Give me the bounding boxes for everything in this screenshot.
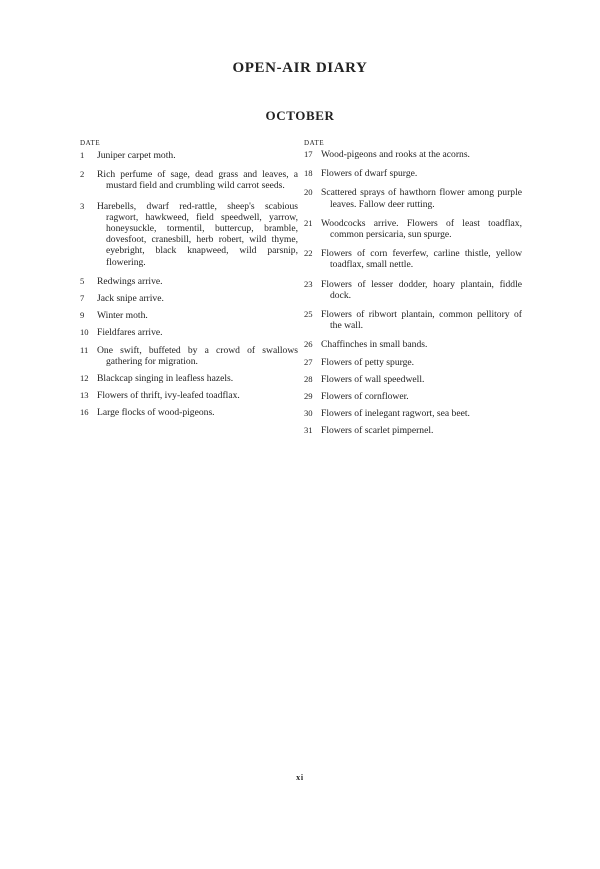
diary-entry <box>304 374 522 385</box>
diary-entry <box>80 345 298 367</box>
entry-text: Flowers of dwarf spurge. <box>321 168 418 180</box>
entry-day: 29 <box>304 391 313 402</box>
entry-day: 20 <box>304 187 313 198</box>
date-header-right: DATE <box>304 139 325 147</box>
entry-day: 16 <box>80 407 89 418</box>
page-title: OPEN-AIR DIARY <box>232 60 368 76</box>
diary-entry <box>304 279 522 301</box>
entry-text: Flowers of wall speedwell. <box>321 373 425 385</box>
diary-entry <box>304 218 522 240</box>
entry-day: 10 <box>80 327 89 338</box>
entry-day: 26 <box>304 339 313 350</box>
diary-entry <box>80 276 298 287</box>
diary-entry <box>304 248 522 270</box>
entry-text: Flowers of inelegant ragwort, sea beet. <box>321 408 470 420</box>
entry-text: Flowers of cornflower. <box>321 391 409 403</box>
diary-entry <box>304 187 522 209</box>
diary-entry <box>80 293 298 304</box>
diary-entry <box>80 310 298 321</box>
diary-entry <box>80 327 298 338</box>
entry-day: 2 <box>80 169 85 180</box>
diary-entry <box>80 407 298 418</box>
diary-entry <box>304 149 522 160</box>
entry-day: 27 <box>304 356 313 367</box>
entry-text: Juniper carpet moth. <box>97 150 176 161</box>
entry-text: One swift, buffeted by a crowd of swallows gathering for migration. <box>97 344 298 367</box>
diary-entry <box>80 373 298 384</box>
diary-entry <box>304 168 522 179</box>
entry-text: Blackcap singing in leafless hazels. <box>97 373 234 385</box>
entry-day: 11 <box>80 344 89 355</box>
entry-day: 31 <box>304 425 313 436</box>
diary-entry <box>304 357 522 368</box>
entry-day: 1 <box>80 150 85 160</box>
entry-text: Harebells, dwarf red-rattle, sheep's scabious ragwort, hawkweed, field speedwell, yarrow, honeysuckle, tormentil, buttercup, bramble, dovesfoot, cranesbill, herb robert, wild thyme, eyebright, black knapweed, wild parsnip, flowering. <box>97 200 298 268</box>
diary-entry <box>304 425 522 436</box>
entry-day: 25 <box>304 309 313 320</box>
entry-text: Flowers of petty spurge. <box>321 356 415 368</box>
entry-day: 22 <box>304 248 313 259</box>
month-heading: OCTOBER <box>265 108 335 123</box>
diary-entry <box>304 309 522 331</box>
entry-text: Jack snipe arrive. <box>97 293 164 305</box>
diary-entry <box>80 150 298 161</box>
date-header-left: DATE <box>80 139 101 147</box>
entry-text: Flowers of thrift, ivy-leafed toadflax. <box>97 390 240 402</box>
entry-day: 12 <box>80 373 89 384</box>
entry-day: 13 <box>80 390 89 401</box>
diary-entry <box>80 201 298 268</box>
diary-entry <box>80 390 298 401</box>
entry-day: 3 <box>80 200 85 211</box>
entry-day: 21 <box>304 217 313 228</box>
entry-text: Flowers of corn feverfew, carline thistle, yellow toadflax, small nettle. <box>321 248 522 271</box>
entry-text: Winter moth. <box>97 310 148 322</box>
entry-text: Wood-pigeons and rooks at the acorns. <box>321 149 470 160</box>
entry-text: Rich perfume of sage, dead grass and leaves, a mustard field and crumbling wild carrot seeds. <box>97 169 298 192</box>
left-column <box>80 139 298 419</box>
entry-day: 7 <box>80 293 85 304</box>
entry-text: Flowers of scarlet pimpernel. <box>321 425 434 437</box>
entry-day: 23 <box>304 278 313 289</box>
entry-text: Woodcocks arrive. Flowers of least toadflax, common persicaria, sun spurge. <box>321 217 522 241</box>
diary-entry <box>304 339 522 350</box>
diary-entry <box>304 408 522 419</box>
entry-text: Large flocks of wood-pigeons. <box>97 407 215 419</box>
diary-entry <box>304 391 522 402</box>
entry-text: Redwings arrive. <box>97 275 163 287</box>
entry-day: 28 <box>304 373 313 384</box>
entry-text: Flowers of ribwort plantain, common pellitory of the wall. <box>321 309 522 332</box>
entry-day: 9 <box>80 310 85 321</box>
entry-text: Fieldfares arrive. <box>97 327 163 339</box>
entry-text: Flowers of lesser dodder, hoary plantain, fiddle dock. <box>321 278 522 301</box>
diary-entry <box>80 169 298 191</box>
entry-day: 5 <box>80 275 85 286</box>
entry-day: 30 <box>304 408 313 419</box>
entry-day: 18 <box>304 168 313 179</box>
entry-text: Scattered sprays of hawthorn flower among purple leaves. Fallow deer rutting. <box>321 187 522 210</box>
page-number: xi <box>296 773 304 782</box>
entry-text: Chaffinches in small bands. <box>321 339 428 351</box>
entry-day: 17 <box>304 149 313 159</box>
right-column <box>304 139 522 437</box>
